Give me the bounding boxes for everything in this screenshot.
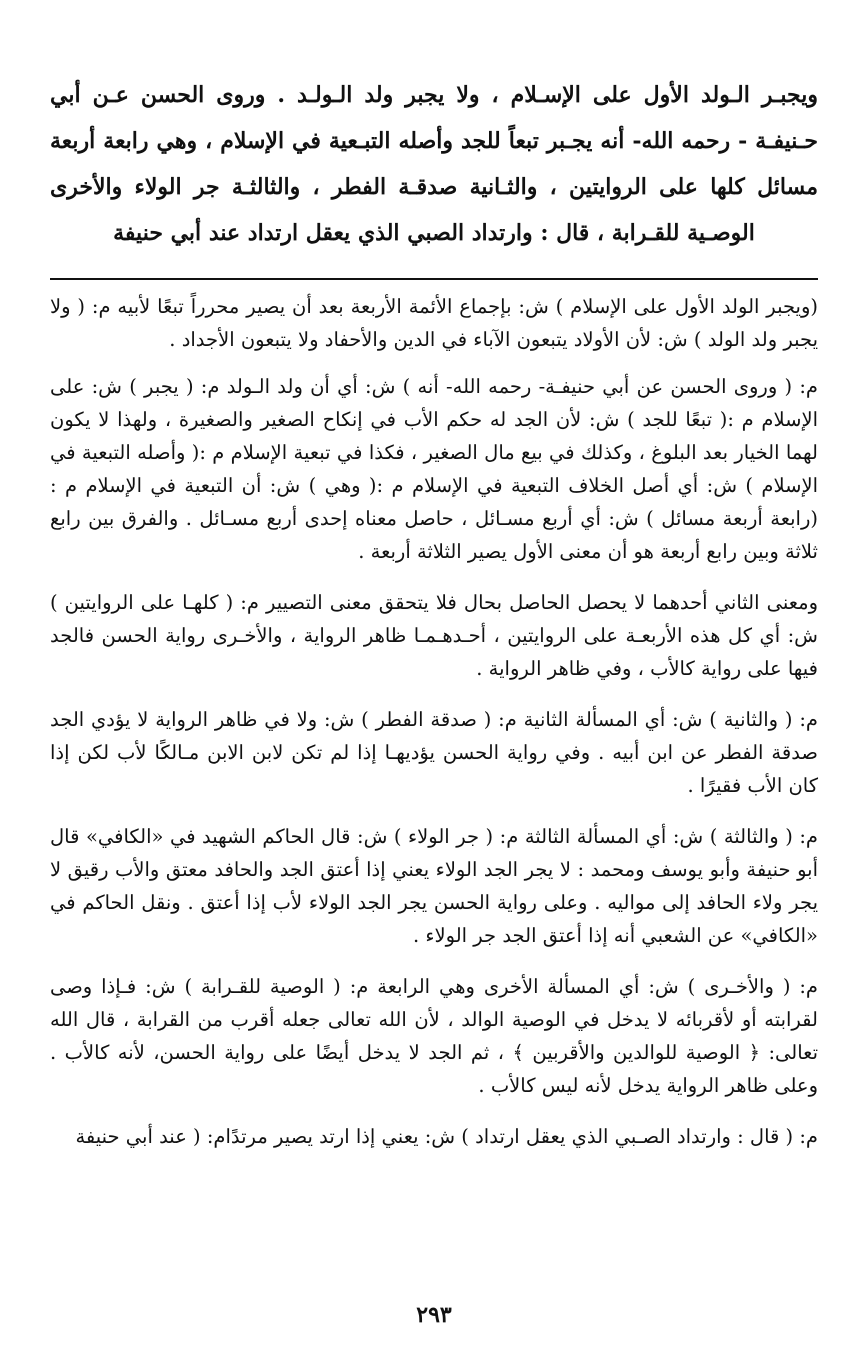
page-body <box>50 72 818 1171</box>
commentary-paragraph: ومعنى الثاني أحدهما لا يحصل الحاصل بحال فلا يتحقق معنى التصيير م: ( كلهـا على الروايتين ) ش: أي كل هذه الأربعـة على الروايتين ، أحـدهـمـا ظاهر الرواية ، والأخـرى رواية الحسن فالجد فيها على رواية كالأب ، وفي ظاهر الرواية . <box>50 591 818 680</box>
commentary-paragraph: م: ( والثالثة ) ش: أي المسألة الثالثة م: ( جر الولاء ) ش: قال الحاكم الشهيد في «الكافي» قال أبو حنيفة وأبو يوسف ومحمد : لا يجر الجد الولاء يعني إذا أعتق الجد والحافد معتق والأب رقيق لا يجر ولاء الحافد إلى مواليه . وعلى رواية الحسن يجر الجد الولاء لأب إذا أعتق . ونقل الحاكم في «الكافي» عن الشعبي أنه إذا أعتق الجد جر الولاء . <box>50 825 818 947</box>
commentary-paragraph: (ويجبر الولد الأول على الإسلام ) ش: بإجماع الأئمة الأربعة بعد أن يصير محرراً تبعًا لأبيه م: ( ولا يجبر ولد الولد ) ش: لأن الأولاد يتبعون الآباء في الدين والأحفاد ولا يتبعون الأجداد . <box>50 295 818 351</box>
commentary-paragraph: م: ( والأخـرى ) ش: أي المسألة الأخرى وهي الرابعة م: ( الوصية للقـرابة ) ش: فـإذا وصى لقرابته أو لأقربائه لا يدخل في الوصية الوالد ، لأن الله تعالى جعله أقرب من القرابة ، قال الله تعالى: ﴿ الوصية للوالدين والأقربين ﴾ ، ثم الجد لا يدخل أيضًا على رواية الحسن، لأنه كالأب . وعلى ظاهر الرواية يدخل لأنه ليس كالأب . <box>50 975 818 1097</box>
separator-line <box>50 278 818 280</box>
matn-section <box>50 72 818 256</box>
commentary-paragraph: م: ( والثانية ) ش: أي المسألة الثانية م: ( صدقة الفطر ) ش: ولا في ظاهر الرواية لا يؤدي الجد صدقة الفطر عن ابن أبيه . وفي رواية الحسن يؤديهـا إذا لم تكن لابن الابن مـالكًا لأب لكن إذا كان الأب فقيرًا . <box>50 708 818 797</box>
matn-text: ويجبـر الـولد الأول على الإسـلام ، ولا يجبر ولد الـولـد . وروى الحسن عـن أبي حـنيفـة - رحمه الله- أنه يجـبر تبعاً للجد وأصله التبـعية في الإسلام ، وهي رابعة أربعة مسائل كلها على الروايتين ، والثـانية صدقـة الفطر ، والثالثـة جر الولاء والأخرى الوصـية للقـرابة ، قال : وارتداد الصبي الذي يعقل ارتداد عند أبي حنيفة <box>50 82 818 246</box>
page-number: ٢٩٣ <box>416 1302 452 1328</box>
commentary-section <box>50 290 818 1153</box>
commentary-paragraph: م: ( قال : وارتداد الصـبي الذي يعقل ارتداد ) ش: يعني إذا ارتد يصير مرتدًام: ( عند أبي حنيفة <box>75 1125 818 1148</box>
commentary-paragraph: م: ( وروى الحسن عن أبي حنيفـة- رحمه الله- أنه ) ش: أي أن ولد الـولد م: ( يجبر ) ش: على الإسلام م :( تبعًا للجد ) ش: لأن الجد له حكم الأب في إنكاح الصغير والصغيرة ، ولهذا لا يكون لهما الخيار بعد البلوغ ، وكذلك في بيع مال الصغير ، فكذا في تبعية الإسلام م :( وأصله التبعية في الإسلام ) ش: أي أصل الخلاف التبعية في الإسلام م :( وهي ) ش: أن التبعية في الإسلام م :(رابعة أربعة مسائل ) ش: أي أربع مسـائل ، حاصل معناه إحدى أربع مسـائل . والفرق بين رابع ثلاثة وبين رابع أربعة هو أن معنى الأول يصير الثلاثة أربعة . <box>50 375 818 563</box>
